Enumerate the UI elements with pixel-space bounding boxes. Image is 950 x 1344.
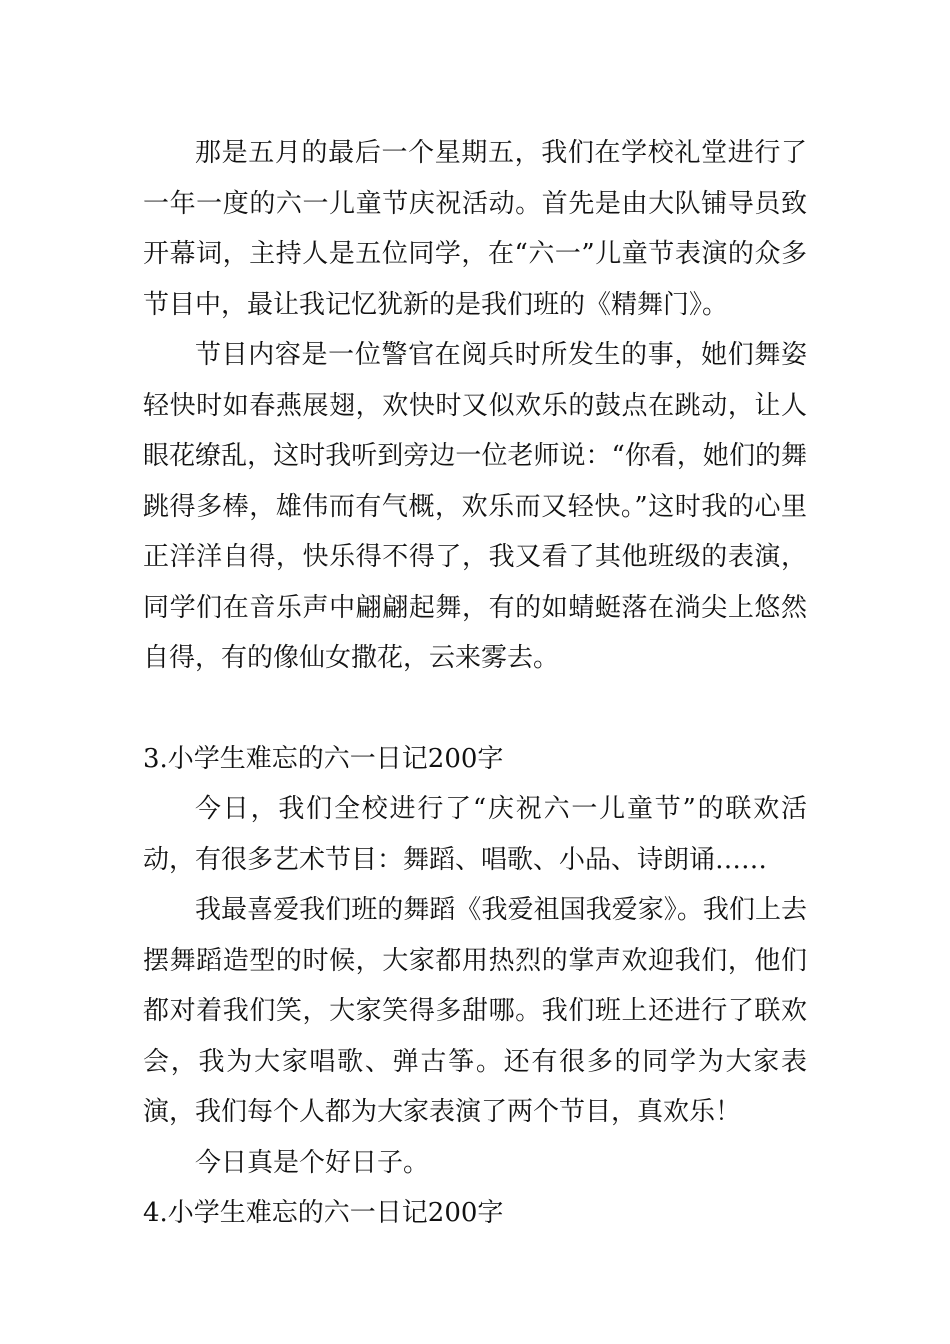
section-4-heading: 4.小学生难忘的六一日记200字 [143, 1198, 504, 1228]
section-3-paragraph-3: 今日真是个好日子。 [195, 1147, 430, 1178]
section-spacer [143, 684, 807, 734]
paragraph-dance-performance: 节目内容是一位警官在阅兵时所发生的事，她们舞姿轻快时如春燕展翅，欢快时又似欢乐的鼓点在跳动，让人眼花缭乱，这时我听到旁边一位老师说：“你看，她们的舞跳得多棒，雄伟而有气概，欢乐而又轻快。”这时我的心里正洋洋自得，快乐得不得了，我又看了其他班级的表演，同学们在音乐声中翩翩起舞，有的如蜻蜓落在淌尖上悠然自得，有的像仙女撒花，云来雾去。 [143, 340, 807, 673]
document-body [143, 128, 807, 1239]
section-3-paragraph-1: 今日，我们全校进行了“庆祝六一儿童节”的联欢活动，有很多艺术节目：舞蹈、唱歌、小品、诗朗诵…… [143, 794, 807, 875]
paragraph-celebration-intro: 那是五月的最后一个星期五，我们在学校礼堂进行了一年一度的六一儿童节庆祝活动。首先是由大队铺导员致开幕词，主持人是五位同学，在“六一”儿童节表演的众多节目中，最让我记忆犹新的是我们班的《精舞门》。 [143, 138, 807, 320]
section-3-heading: 3.小学生难忘的六一日记200字 [143, 743, 504, 774]
section-3-paragraph-2: 我最喜爱我们班的舞蹈《我爱祖国我爱家》。我们上去摆舞蹈造型的时候，大家都用热烈的掌声欢迎我们，他们都对着我们笑，大家笑得多甜哪。我们班上还进行了联欢会，我为大家唱歌、弹古筝。还有很多的同学为大家表演，我们每个人都为大家表演了两个节目，真欢乐！ [143, 895, 807, 1127]
